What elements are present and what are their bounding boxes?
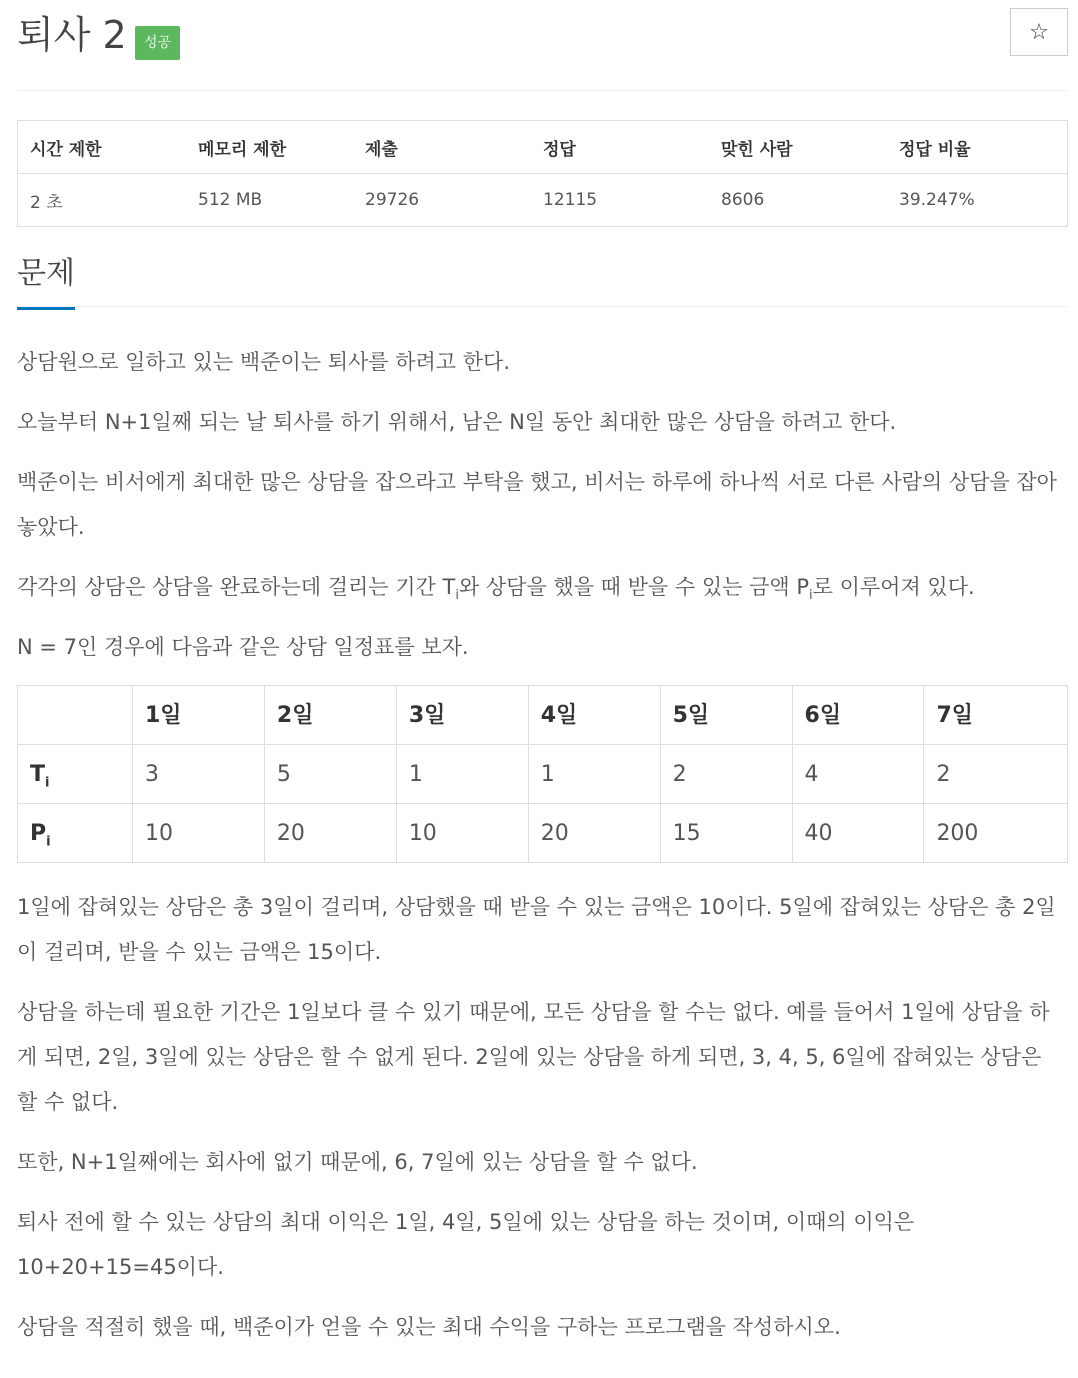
page-title: 퇴사 2	[17, 13, 127, 57]
problem-description	[17, 340, 1068, 1365]
schedule-t-row	[18, 745, 1068, 804]
info-header-accepted: 정답	[531, 121, 709, 174]
favorite-button[interactable]	[1010, 8, 1068, 56]
info-time-limit: 2 초	[18, 174, 187, 227]
schedule-t-cell: 1	[396, 745, 528, 804]
schedule-p-cell: 200	[924, 804, 1068, 863]
schedule-table	[17, 685, 1068, 863]
subscript: i	[45, 774, 50, 790]
problem-paragraph: 1일에 잡혀있는 상담은 총 3일이 걸리며, 상담했을 때 받을 수 있는 금액은 10이다. 5일에 잡혀있는 상담은 총 2일이 걸리며, 받을 수 있는 금액은 15이다.	[17, 895, 1056, 964]
schedule-p-cell: 40	[792, 804, 924, 863]
schedule-t-cell: 2	[924, 745, 1068, 804]
info-value-row	[18, 174, 1068, 227]
text-span: 각각의 상담은 상담을 완료하는데 걸리는 기간 T	[17, 575, 456, 599]
schedule-day-header: 1일	[133, 686, 265, 745]
problem-paragraph	[17, 565, 1068, 610]
problem-paragraph: 퇴사 전에 할 수 있는 상담의 최대 이익은 1일, 4일, 5일에 있는 상담을 하는 것이며, 이때의 이익은 10+20+15=45이다.	[17, 1210, 915, 1279]
problem-paragraph: 상담을 적절히 했을 때, 백준이가 얻을 수 있는 최대 수익을 구하는 프로그램을 작성하시오.	[17, 1315, 841, 1339]
info-header-row	[18, 121, 1068, 174]
info-submissions: 29726	[353, 174, 531, 227]
title-row	[17, 0, 1068, 91]
text-span: 로 이루어져 있다.	[812, 575, 975, 599]
schedule-p-cell: 20	[528, 804, 660, 863]
info-header-time-limit: 시간 제한	[18, 121, 187, 174]
schedule-p-cell: 10	[396, 804, 528, 863]
info-solvers: 8606	[709, 174, 887, 227]
schedule-day-header: 5일	[660, 686, 792, 745]
problem-info-table	[17, 120, 1068, 227]
info-accepted: 12115	[531, 174, 709, 227]
schedule-t-cell: 3	[133, 745, 265, 804]
problem-page	[17, 0, 1068, 1339]
subscript: i	[809, 588, 813, 604]
info-header-ratio: 정답 비율	[887, 121, 1068, 174]
schedule-p-label	[18, 804, 133, 863]
info-header-submissions: 제출	[353, 121, 531, 174]
schedule-t-cell: 5	[264, 745, 396, 804]
p-label-text: P	[30, 820, 47, 846]
schedule-p-cell: 10	[133, 804, 265, 863]
schedule-t-label	[18, 745, 133, 804]
problem-paragraph: 백준이는 비서에게 최대한 많은 상담을 잡으라고 부탁을 했고, 비서는 하루에 하나씩 서로 다른 사람의 상담을 잡아놓았다.	[17, 470, 1057, 539]
problem-paragraph: 상담을 하는데 필요한 기간은 1일보다 클 수 있기 때문에, 모든 상담을 할 수는 없다. 예를 들어서 1일에 상담을 하게 되면, 2일, 3일에 있는 상담은 할 수 없게 된다. 2일에 있는 상담을 하게 되면, 3, 4, 5, 6일에 잡혀있는 상담은 할 수 없다.	[17, 1000, 1050, 1114]
subscript: i	[455, 588, 459, 604]
problem-paragraph: 또한, N+1일째에는 회사에 없기 때문에, 6, 7일에 있는 상담을 할 수 없다.	[17, 1150, 698, 1174]
text-span: 와 상담을 했을 때 받을 수 있는 금액 P	[458, 575, 810, 599]
schedule-corner-cell	[18, 686, 133, 745]
schedule-day-header: 2일	[264, 686, 396, 745]
star-icon: ☆	[1029, 19, 1049, 45]
schedule-t-cell: 2	[660, 745, 792, 804]
schedule-header-row	[18, 686, 1068, 745]
subscript: i	[46, 833, 51, 849]
section-header	[17, 250, 1068, 307]
section-title: 문제	[17, 254, 75, 310]
status-badge: 성공	[135, 26, 180, 60]
problem-paragraph: 상담원으로 일하고 있는 백준이는 퇴사를 하려고 한다.	[17, 350, 511, 374]
problem-paragraph: N = 7인 경우에 다음과 같은 상담 일정표를 보자.	[17, 635, 469, 659]
schedule-p-cell: 20	[264, 804, 396, 863]
t-label-text: T	[30, 761, 46, 787]
info-ratio: 39.247%	[887, 174, 1068, 227]
schedule-t-cell: 4	[792, 745, 924, 804]
schedule-p-row	[18, 804, 1068, 863]
schedule-p-cell: 15	[660, 804, 792, 863]
problem-paragraph: 오늘부터 N+1일째 되는 날 퇴사를 하기 위해서, 남은 N일 동안 최대한 많은 상담을 하려고 한다.	[17, 410, 897, 434]
schedule-day-header: 6일	[792, 686, 924, 745]
info-memory-limit: 512 MB	[186, 174, 353, 227]
schedule-t-cell: 1	[528, 745, 660, 804]
info-header-solvers: 맞힌 사람	[709, 121, 887, 174]
info-header-memory-limit: 메모리 제한	[186, 121, 353, 174]
schedule-day-header: 3일	[396, 686, 528, 745]
schedule-day-header: 4일	[528, 686, 660, 745]
schedule-day-header: 7일	[924, 686, 1068, 745]
